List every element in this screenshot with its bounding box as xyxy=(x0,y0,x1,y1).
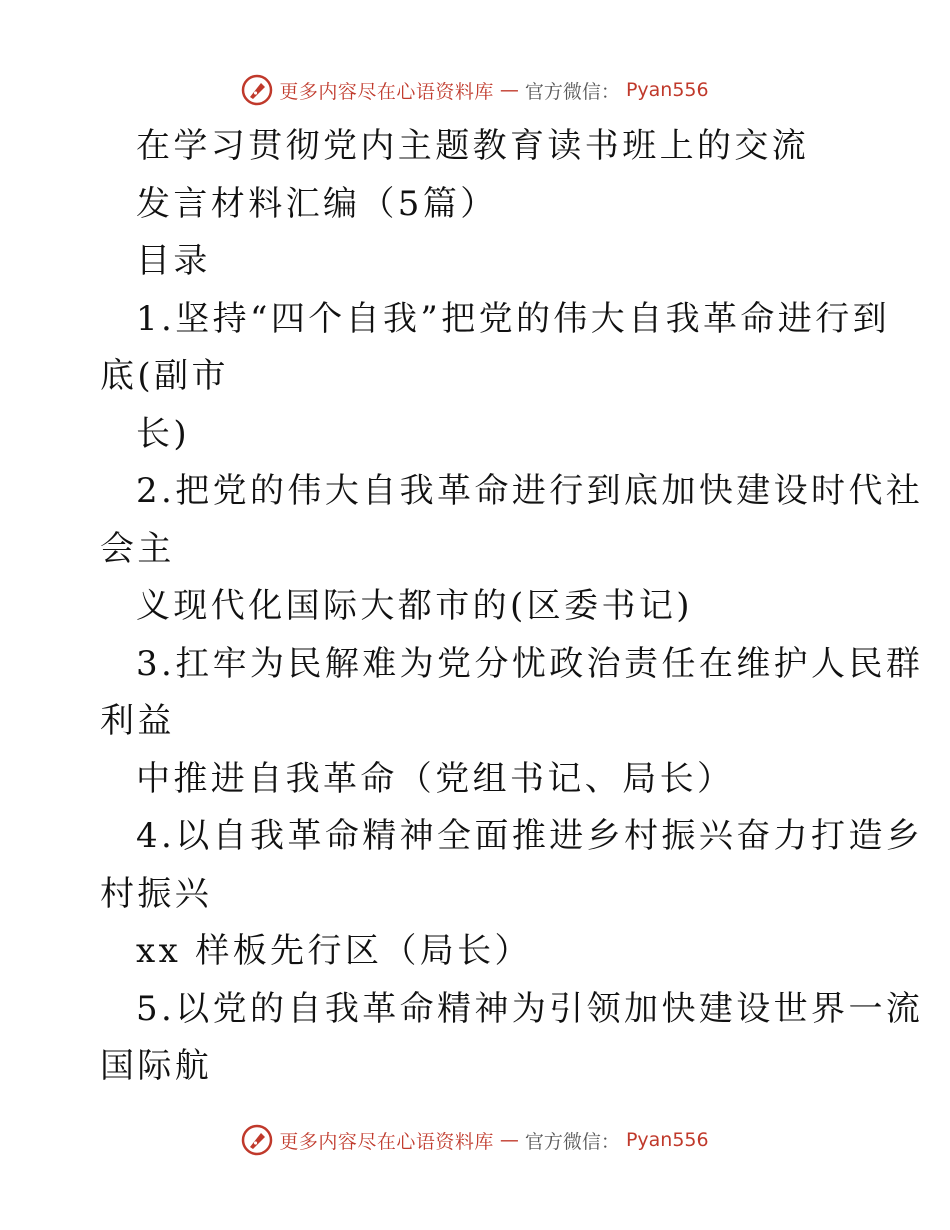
toc-item-5-cont: 国际航 xyxy=(100,1046,213,1086)
toc-item-1-cont-2: 长) xyxy=(136,413,191,454)
watermark-text: 更多内容尽在心语资料库 xyxy=(279,80,494,103)
watermark-label: 官方微信： xyxy=(524,80,620,103)
toc-item-2-cont: 会主 xyxy=(100,528,175,569)
toc-item-3-cont-2: 中推进自我革命（党组书记、局长） xyxy=(136,758,735,799)
toc-item-1-cont: 底(副市 xyxy=(100,356,229,396)
watermark-id: Pyan556 xyxy=(625,1129,709,1151)
toc-item-5: 5.以党的自我革命精神为引领加快建设世界一流 xyxy=(136,988,924,1029)
watermark-text: 更多内容尽在心语资料库 xyxy=(279,1130,494,1153)
watermark-separator: — xyxy=(499,1129,519,1151)
doc-title-line-2: 发言材料汇编（5篇） xyxy=(136,183,498,224)
watermark-separator: — xyxy=(499,79,519,101)
pen-nib-logo-icon xyxy=(241,74,273,106)
document-body xyxy=(100,118,924,1096)
doc-title-line-1: 在学习贯彻党内主题教育读书班上的交流 xyxy=(136,126,810,166)
toc-item-4-cont-2: xx 样板先行区（局长） xyxy=(136,931,532,971)
watermark-label: 官方微信： xyxy=(524,1130,620,1153)
toc-heading: 目录 xyxy=(136,241,211,281)
toc-item-3-cont: 利益 xyxy=(100,701,175,741)
toc-item-2: 2.把党的伟大自我革命进行到底加快建设时代社 xyxy=(136,471,924,511)
watermark-id: Pyan556 xyxy=(625,79,709,101)
toc-item-3: 3.扛牢为民解难为党分忧政治责任在维护人民群 xyxy=(136,643,924,684)
watermark-footer xyxy=(0,1123,950,1157)
pen-nib-logo-icon xyxy=(241,1124,273,1156)
toc-item-1: 1.坚持“四个自我”把党的伟大自我革命进行到 xyxy=(136,298,891,339)
toc-item-4: 4.以自我革命精神全面推进乡村振兴奋力打造乡 xyxy=(136,816,924,856)
toc-item-4-cont: 村振兴 xyxy=(100,873,213,914)
watermark-header xyxy=(0,73,950,107)
toc-item-2-cont-2: 义现代化国际大都市的(区委书记) xyxy=(136,586,693,626)
